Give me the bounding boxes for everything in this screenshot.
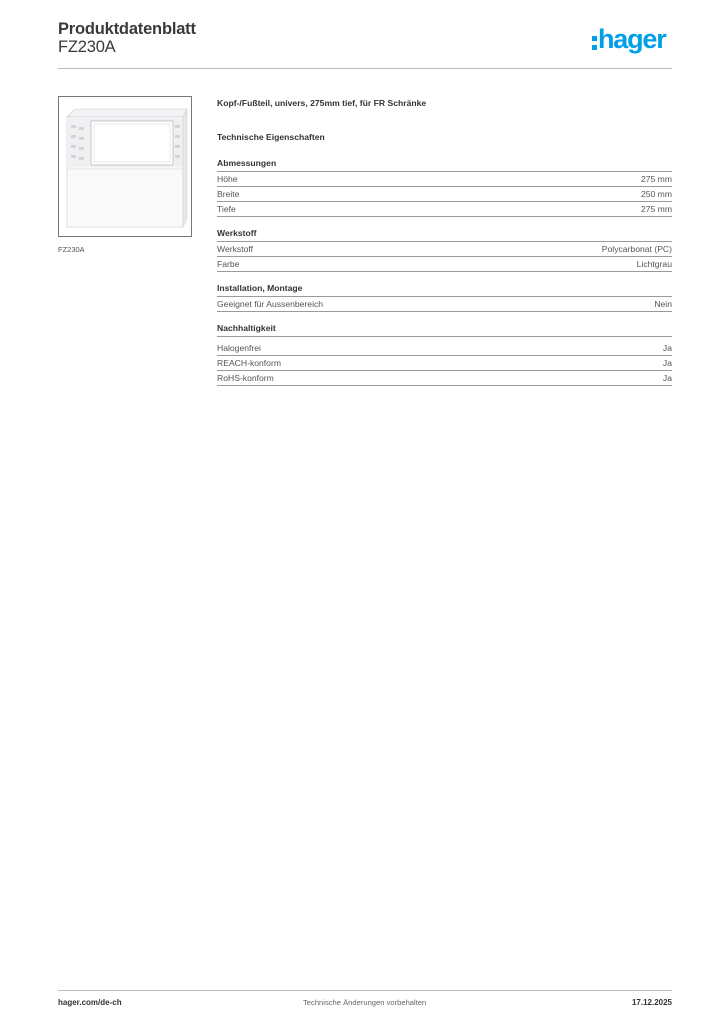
section-installation bbox=[217, 283, 672, 312]
product-description: Kopf-/Fußteil, univers, 275mm tief, für FR Schränke bbox=[217, 98, 427, 108]
property-value: Ja bbox=[662, 358, 672, 368]
section-nachhaltigkeit bbox=[217, 323, 672, 386]
section-werkstoff bbox=[217, 228, 672, 272]
hager-logo bbox=[592, 26, 676, 56]
property-label: Geeignet für Aussenbereich bbox=[217, 299, 324, 309]
property-value: Ja bbox=[662, 373, 672, 383]
property-row bbox=[217, 356, 672, 371]
product-illustration bbox=[59, 97, 191, 236]
property-label: RoHS-konform bbox=[217, 373, 274, 383]
logo-wordmark: hager bbox=[598, 24, 666, 54]
property-value: Polycarbonat (PC) bbox=[601, 244, 672, 254]
property-value: 275 mm bbox=[640, 174, 672, 184]
section-title: Abmessungen bbox=[217, 158, 672, 172]
product-details bbox=[217, 98, 672, 397]
footer-divider bbox=[58, 990, 672, 991]
technical-properties-heading: Technische Eigenschaften bbox=[217, 132, 325, 142]
property-row bbox=[217, 257, 672, 272]
section-abmessungen bbox=[217, 158, 672, 217]
property-row bbox=[217, 341, 672, 356]
property-row bbox=[217, 297, 672, 312]
property-label: Werkstoff bbox=[217, 244, 253, 254]
property-label: Tiefe bbox=[217, 204, 236, 214]
section-title: Installation, Montage bbox=[217, 283, 672, 297]
section-title: Werkstoff bbox=[217, 228, 672, 242]
property-label: Farbe bbox=[217, 259, 240, 269]
property-label: Höhe bbox=[217, 174, 238, 184]
header-divider bbox=[58, 68, 672, 69]
section-title: Nachhaltigkeit bbox=[217, 323, 672, 337]
footer-date: 17.12.2025 bbox=[631, 998, 672, 1007]
property-label: Breite bbox=[217, 189, 240, 199]
property-value: 250 mm bbox=[640, 189, 672, 199]
property-row bbox=[217, 202, 672, 217]
footer-notice: Technische Änderungen vorbehalten bbox=[303, 998, 427, 1007]
logo-dots-icon bbox=[592, 36, 597, 52]
property-label: REACH-konform bbox=[217, 358, 281, 368]
property-row bbox=[217, 172, 672, 187]
property-value: Ja bbox=[662, 343, 672, 353]
property-row bbox=[217, 187, 672, 202]
property-value: Lichtgrau bbox=[636, 259, 672, 269]
product-code: FZ230A bbox=[58, 38, 116, 56]
property-row bbox=[217, 242, 672, 257]
property-row bbox=[217, 371, 672, 386]
document-title: Produktdatenblatt bbox=[58, 20, 196, 38]
product-image bbox=[58, 96, 192, 237]
footer-website-link[interactable]: hager.com/de-ch bbox=[58, 998, 122, 1007]
property-value: 275 mm bbox=[640, 204, 672, 214]
property-value: Nein bbox=[654, 299, 672, 309]
image-caption: FZ230A bbox=[58, 245, 85, 254]
property-label: Halogenfrei bbox=[217, 343, 261, 353]
